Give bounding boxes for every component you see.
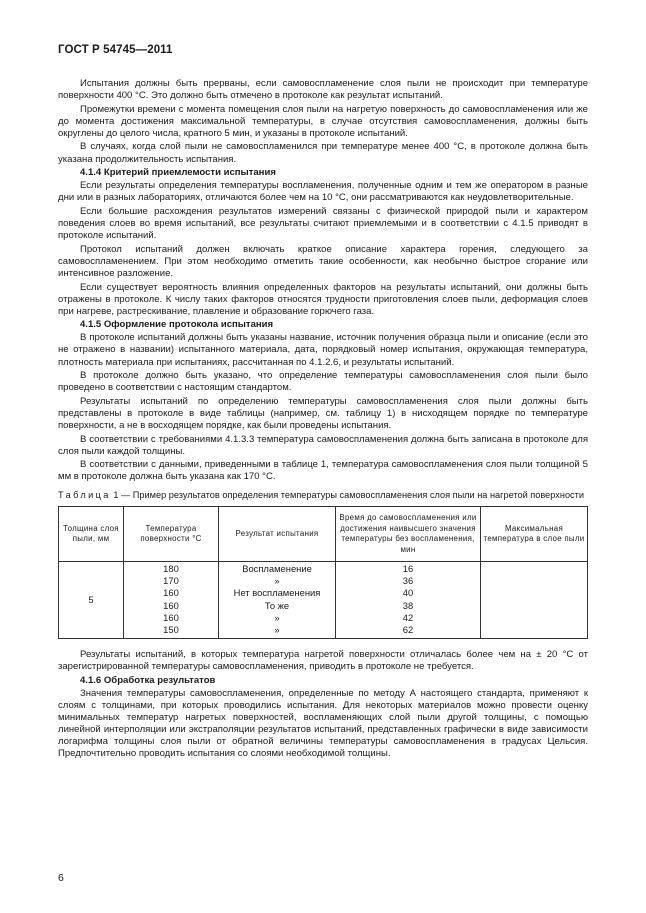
- header-max-temp: Максимальная температура в слое пыли: [481, 507, 588, 562]
- section-heading-4-1-5: 4.1.5 Оформление протокола испытания: [80, 319, 274, 331]
- cell-time: 42: [402, 611, 414, 623]
- cell-temp: 160: [163, 611, 179, 623]
- paragraph: Если большие расхождения результатов измерений связаны с физической природой пыли и характером поведения слоев во время испытаний, все результаты считают приемлемыми и в соответствии с 4.1.5 приводят в протоколе испытаний.: [58, 205, 588, 242]
- results-table: [58, 506, 588, 639]
- cell-time: 36: [402, 575, 414, 587]
- cell-time: 38: [402, 599, 414, 611]
- document-body: [58, 78, 588, 762]
- paragraph: Результаты испытаний, в которых температура нагретой поверхности отличалась более чем на ± 20 °С от зарегистрированной температуры самовоспламенения, приводить в протоколе не требуется.: [58, 649, 588, 673]
- paragraph: В протоколе испытаний должны быть указаны название, источник получения образца пыли и описание (если это не отражено в названии) испытанного материала, дата, порядковый номер испытания, окружающая температура, плотность материала при испытаниях, рассчитанная по 4.1.2.6, и результаты испытаний.: [58, 332, 588, 368]
- paragraph: Результаты испытаний по определению температуры самовоспламенения слоя пыли должны быть представлены в протоколе в виде таблицы (например, см. таблицу 1) в нисходящем порядке по температуре поверхности, а не в восходящем порядке, как были проведены испытания.: [58, 395, 588, 432]
- document-header: ГОСТ Р 54745—2011: [58, 44, 173, 56]
- cell-temp: 170: [163, 575, 179, 587]
- cell-result: »: [274, 575, 280, 587]
- paragraph: Если существует вероятность влияния определенных факторов на результаты испытаний, они должны быть отражены в протоколе. К числу таких факторов относятся трудности приготовления слоев пыли, деформация слоев при нагреве, растрескивание, плавление и образование горючего газа.: [58, 281, 588, 317]
- header-result: Результат испытания: [219, 507, 336, 562]
- paragraph: В соответствии с данными, приведенными в таблице 1, температура самовоспламенения слоя пыли толщиной 5 мм в протоколе должна быть указана как 170 °С.: [58, 459, 588, 483]
- cell-temp: 180: [163, 563, 179, 574]
- paragraph: В соответствии с требованиями 4.1.3.3 температура самовоспламенения должна быть записана в протоколе для слоя пыли каждой толщины.: [58, 433, 588, 457]
- section-heading-4-1-6: 4.1.6 Обработка результатов: [80, 674, 216, 686]
- cell-temp: 150: [163, 624, 179, 636]
- paragraph: Промежутки времени с момента помещения слоя пыли на нагретую поверхность до самовоспламенения или же до момента достижения максимальной температуры, в случае отсутствия самовоспламенения, должны быть округлены до целого числа, кратного 5 мин, и указаны в протоколе испытаний.: [58, 103, 588, 139]
- cell-results: [219, 562, 336, 639]
- cell-result: »: [274, 624, 280, 636]
- cell-temps: [124, 562, 219, 639]
- paragraph: В протоколе должно быть указано, что определение температуры самовоспламенения слоя пыли было проведено в соответствии с настоящим стандартом.: [58, 370, 588, 394]
- cell-time: 40: [402, 587, 414, 599]
- paragraph: В случаях, когда слой пыли не самовоспламенился при температуре менее 400 °С, в протоколе должна быть указана продолжительность испытания.: [58, 141, 588, 165]
- cell-thickness: 5: [59, 562, 124, 639]
- cell-result: Воспламенение: [242, 563, 312, 574]
- table-caption-label: Таблица: [58, 489, 111, 500]
- header-thickness: Толщина слоя пыли, мм: [59, 507, 124, 562]
- paragraph: Значения температуры самовоспламенения, определенные по методу А настоящего стандарта, применяют к слоям с толщинами, при которых проводились испытания. Для некоторых материалов можно провести оценку минимальных температур нагретых поверхностей, воспламеняющих слой пыли другой толщины, с помощью линейной интерполяции или экстраполяции результатов испытаний, представленных графически в виде зависимости логарифма толщины слоя пыли от обратной величины температуры самовоспламенения в градусах Цельсия. Предпочтительно проводить испытания со слоями необходимой толщины.: [58, 688, 588, 760]
- section-heading-4-1-4: 4.1.4 Критерий приемлемости испытания: [80, 167, 276, 179]
- cell-result: То же: [264, 599, 290, 611]
- paragraph: Испытания должны быть прерваны, если самовоспламенение слоя пыли не происходит при температуре поверхности 400 °С. Это должно быть отмечено в протоколе как результат испытаний.: [58, 78, 588, 102]
- table-caption-text: 1 — Пример результатов определения температуры самовоспламенения слоя пыли на нагретой поверхности: [113, 489, 584, 500]
- cell-time: 62: [402, 624, 414, 636]
- table-caption: [58, 490, 588, 502]
- header-surface-temp: Температура поверхности °С: [124, 507, 219, 562]
- page-number: 6: [58, 872, 64, 884]
- cell-times: [336, 562, 481, 639]
- cell-temp: 160: [163, 599, 179, 611]
- cell-time: 16: [402, 563, 414, 574]
- header-time: Время до самовоспламенения или достижения наивысшего значения температуры без воспламенения, мин: [336, 507, 481, 562]
- cell-temp: 160: [163, 587, 179, 599]
- cell-max-temp: [481, 562, 588, 639]
- paragraph: Протокол испытаний должен включать краткое описание характера горения, следующего за самовоспламенением. При этом необходимо отметить такие особенности, как необычно быстрое сгорание или интенсивное разложение.: [58, 243, 588, 279]
- cell-result: »: [274, 611, 280, 623]
- table-header-row: [59, 507, 588, 562]
- table-row: [59, 562, 588, 639]
- cell-result: Нет воспламенения: [233, 587, 321, 599]
- paragraph: Если результаты определения температуры воспламенения, полученные одним и тем же оператором в разные дни или в разных лабораториях, отличаются более чем на 10 °С, они рассматриваются как неудовлетворительные.: [58, 180, 588, 204]
